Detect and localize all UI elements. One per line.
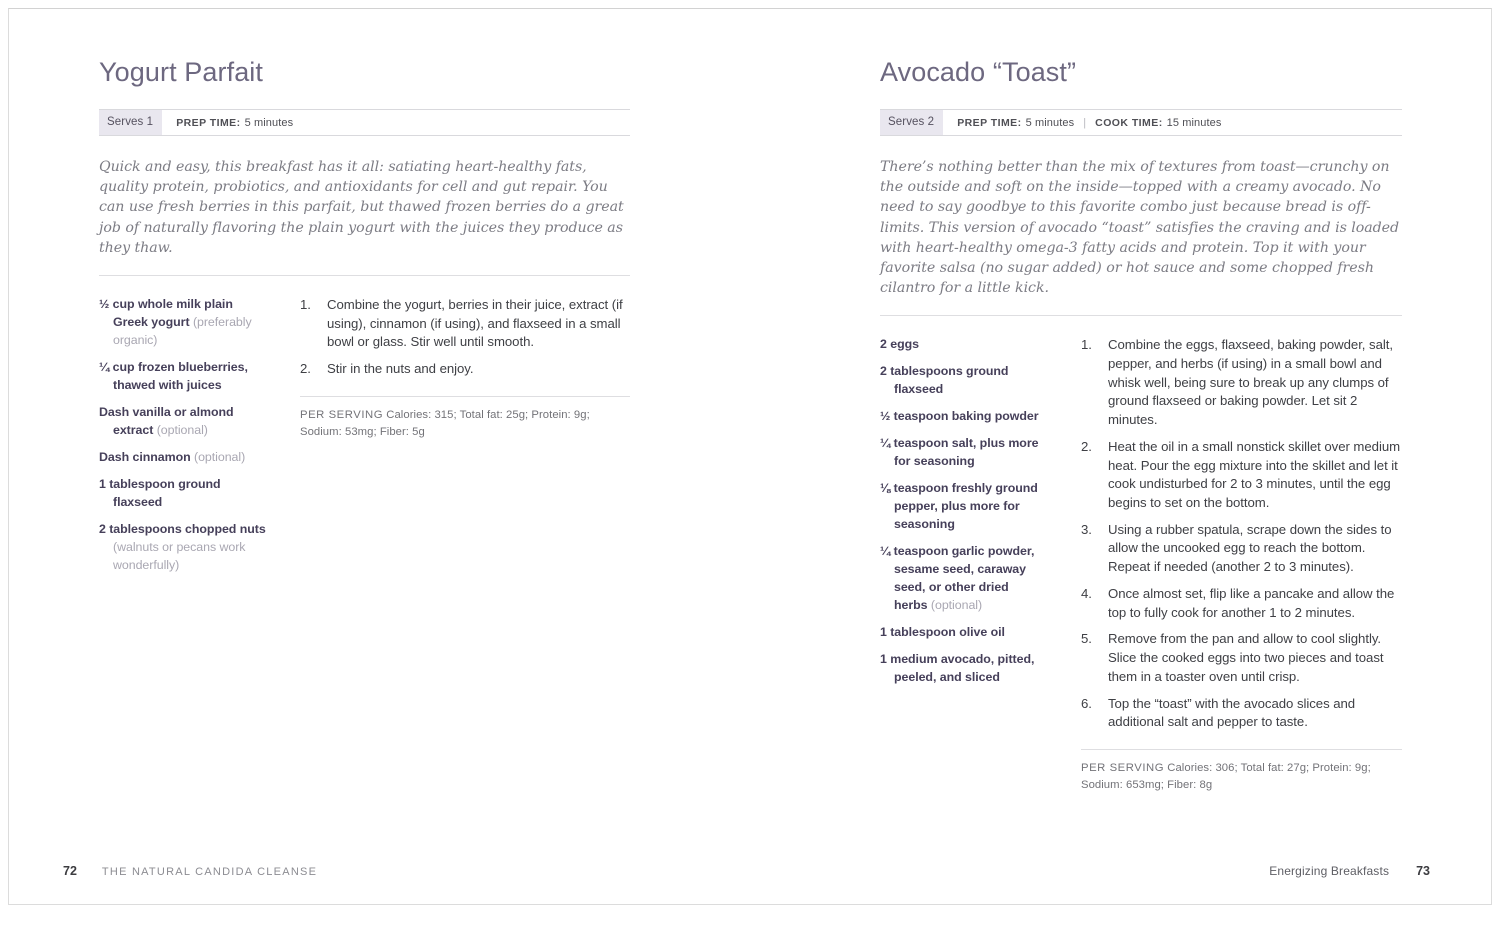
ingredient-item	[880, 624, 1043, 642]
instruction-step: Once almost set, flip like a pancake and allow the top to fully cook for another 1 to 2 minutes.	[1108, 585, 1395, 620]
ingredient-item	[880, 651, 1043, 687]
prep-time-label: PREP TIME:	[957, 116, 1022, 129]
recipe-meta-bar	[99, 109, 630, 136]
instruction-step: Top the “toast” with the avocado slices and additional salt and pepper to taste.	[1108, 695, 1356, 730]
nutrition-label: PER SERVING	[1081, 762, 1165, 775]
ingredient-item	[99, 404, 269, 440]
ingredient-item	[880, 363, 1043, 399]
section-divider	[880, 315, 1402, 316]
ingredient-note: (optional)	[156, 422, 208, 437]
serves-badge: Serves 1	[99, 110, 162, 135]
recipe-times	[162, 110, 293, 135]
serves-badge: Serves 2	[880, 110, 943, 135]
ingredient-main: 1 tablespoon ground flaxseed	[99, 476, 221, 509]
instructions-column	[287, 296, 630, 441]
ingredient-main: 2 tablespoons chopped nuts	[99, 521, 266, 536]
instructions-column	[1061, 336, 1402, 794]
ingredient-item	[880, 480, 1043, 534]
prep-time-value: 5 minutes	[1025, 116, 1075, 129]
nutrition-values: Calories: 315; Total fat: 25g; Protein: 9g; Sodium: 53mg; Fiber: 5g	[300, 408, 590, 438]
ingredient-item	[99, 521, 269, 575]
ingredient-main: 2 eggs	[880, 337, 919, 352]
ingredient-main: ¼ teaspoon salt, plus more for seasoning	[880, 436, 1039, 469]
instruction-step: Heat the oil in a small nonstick skillet over medium heat. Pour the egg mixture into the skillet and let it cook undisturbed for 2 to 3 minutes, until the egg begins to set on the bottom.	[1108, 438, 1401, 511]
recipe-intro: There’s nothing better than the mix of textures from toast—crunchy on the outside and soft on the inside—topped with a creamy avocado. No need to say goodbye to this favorite combo just because bread is off-limits. This version of avocado “toast” satisfies the craving and is loaded with heart-healthy omega-3 fatty acids and protein. Top it with your favorite salsa (no sugar added) or hot sauce and some chopped fresh cilantro for a little kick.	[880, 159, 1400, 296]
section-divider	[99, 275, 630, 276]
nutrition-text	[300, 407, 630, 441]
nutrition-label: PER SERVING	[300, 408, 384, 421]
ingredient-item	[880, 543, 1043, 615]
nutrition-values: Calories: 306; Total fat: 27g; Protein: 9g; Sodium: 653mg; Fiber: 8g	[1081, 762, 1371, 792]
ingredients-list	[880, 336, 1061, 687]
ingredient-main: 1 medium avocado, pitted, peeled, and sliced	[880, 651, 1035, 684]
ingredient-item	[99, 296, 269, 350]
nutrition-text	[1081, 760, 1402, 794]
ingredient-item	[880, 336, 1043, 354]
instruction-step: Combine the yogurt, berries in their juice, extract (if using), cinnamon (if using), and flaxseed in a small bowl or glass. Stir well until smooth.	[327, 296, 623, 350]
recipe-columns	[880, 336, 1402, 794]
instruction-step: Using a rubber spatula, scrape down the sides to allow the uncooked egg to reach the bottom. Repeat if needed (another 2 to 3 minutes).	[1108, 521, 1392, 575]
running-head: THE NATURAL CANDIDA CLEANSE	[101, 866, 318, 878]
instruction-step: Combine the eggs, flaxseed, baking powder, salt, pepper, and herbs (if using) in a small bowl and whisk well, being sure to break up any clumps of ground flaxseed or baking powder. Let sit 2 minutes.	[1108, 337, 1393, 428]
prep-time-label: PREP TIME:	[176, 116, 241, 129]
ingredient-item	[99, 476, 269, 512]
nutrition-block	[300, 396, 630, 441]
cook-time-value: 15 minutes	[1166, 116, 1222, 129]
ingredient-note: (walnuts or pecans work wonderfully)	[113, 539, 246, 572]
recipe-avocado-toast	[880, 0, 1402, 794]
ingredient-main: ¼ teaspoon garlic powder, sesame seed, caraway seed, or other dried herbs	[880, 544, 1035, 612]
nutrition-block	[1081, 749, 1402, 794]
meta-separator: |	[1083, 116, 1087, 129]
ingredient-main: ⅛ teaspoon freshly ground pepper, plus more for seasoning	[880, 481, 1038, 532]
ingredient-item	[880, 435, 1043, 471]
recipe-columns	[99, 296, 630, 575]
page-number: 73	[1416, 864, 1430, 878]
ingredient-item	[99, 449, 269, 467]
ingredient-main: 1 tablespoon olive oil	[880, 624, 1005, 639]
page-title: Yogurt Parfait	[99, 57, 264, 87]
ingredient-main: 2 tablespoons ground flaxseed	[880, 364, 1009, 397]
prep-time-value: 5 minutes	[244, 116, 294, 129]
ingredient-item	[880, 408, 1043, 426]
ingredient-main: ¼ cup frozen blueberries, thawed with juices	[99, 359, 248, 392]
page-title: Avocado “Toast”	[880, 57, 1077, 87]
instruction-step: Remove from the pan and allow to cool slightly. Slice the cooked eggs into two pieces and toast them in a toaster oven until crisp.	[1108, 631, 1384, 684]
ingredient-note: (optional)	[194, 449, 246, 464]
instruction-step: Stir in the nuts and enjoy.	[327, 361, 474, 377]
recipe-times	[943, 110, 1221, 135]
ingredient-main: ½ cup whole milk plain Greek yogurt	[99, 296, 233, 329]
ingredient-note: (optional)	[930, 597, 983, 612]
footer-left	[63, 864, 317, 878]
ingredient-main: ½ teaspoon baking powder	[880, 409, 1039, 424]
page-right	[750, 0, 1500, 925]
recipe-meta-bar	[880, 109, 1402, 136]
ingredient-main: Dash vanilla or almond extract	[99, 404, 234, 437]
footer-right	[1269, 864, 1430, 878]
recipe-intro: Quick and easy, this breakfast has it all: satiating heart-healthy fats, quality protein, probiotics, and antioxidants for cell and gut repair. You can use fresh berries in this parfait, but thawed frozen berries do a great job of naturally flavoring the plain yogurt with the juices they produce as they thaw.	[99, 159, 624, 256]
recipe-yogurt-parfait	[99, 0, 630, 575]
instructions-list	[300, 296, 630, 379]
ingredient-item	[99, 359, 269, 395]
cook-time-label: COOK TIME:	[1095, 116, 1163, 129]
running-head: Energizing Breakfasts	[1269, 864, 1390, 878]
ingredients-list	[99, 296, 287, 575]
page-number: 72	[63, 864, 77, 878]
ingredient-main: Dash cinnamon	[99, 449, 191, 464]
ingredient-note: (preferably organic)	[113, 314, 252, 347]
instructions-list	[1081, 336, 1402, 732]
